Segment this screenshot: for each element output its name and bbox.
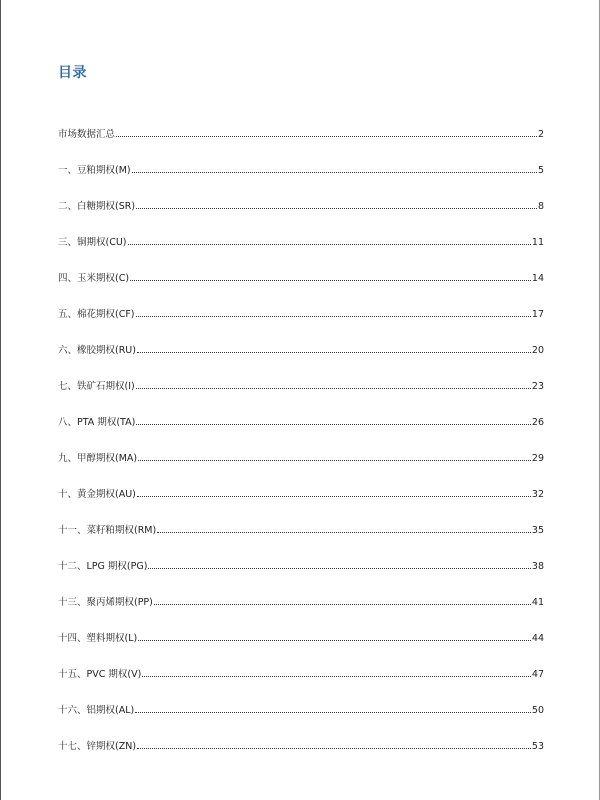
toc-entry[interactable]: [58, 536, 544, 572]
dot-leader: [130, 280, 531, 281]
toc-entry-label: 市场数据汇总: [58, 129, 116, 140]
toc-entry-page: 14: [531, 273, 544, 284]
toc-entry-label: 七、铁矿石期权(I): [58, 381, 135, 392]
toc-entry-page: 50: [531, 705, 544, 716]
toc-title: 目录: [58, 65, 87, 81]
dot-leader: [136, 316, 531, 317]
dot-leader: [137, 496, 531, 497]
dot-leader: [142, 676, 531, 677]
toc-entry-label: 九、甲醇期权(MA): [58, 453, 138, 464]
dot-leader: [136, 424, 531, 425]
dot-leader: [135, 712, 531, 713]
toc-entry[interactable]: [58, 248, 544, 284]
toc-entry-label: 一、豆粕期权(M): [58, 165, 131, 176]
toc-entry-label: 十六、铝期权(AL): [58, 705, 135, 716]
toc-entry-page: 29: [531, 453, 544, 464]
toc-entry[interactable]: [58, 356, 544, 392]
toc-entry-page: 47: [531, 669, 544, 680]
dot-leader: [136, 388, 531, 389]
toc-entry-label: 十、黄金期权(AU): [58, 489, 136, 500]
toc-entry-label: 十三、聚丙烯期权(PP): [58, 597, 153, 608]
toc-entry[interactable]: [58, 284, 544, 320]
toc-entry-page: 35: [531, 525, 544, 536]
page-left-edge: [0, 0, 1, 800]
toc-entry-label: 二、白糖期权(SR): [58, 201, 136, 212]
toc-entry[interactable]: [58, 644, 544, 680]
toc-entry-label: 三、铜期权(CU): [58, 237, 127, 248]
toc-entry-label: 五、棉花期权(CF): [58, 309, 135, 320]
toc-entry[interactable]: [58, 392, 544, 428]
toc-entry-label: 十五、PVC 期权(V): [58, 669, 142, 680]
toc-entry[interactable]: [58, 680, 544, 716]
toc-entry-page: 2: [537, 129, 544, 140]
dot-leader: [116, 136, 537, 137]
toc-entry-page: 20: [531, 345, 544, 356]
toc-entry-label: 六、橡胶期权(RU): [58, 345, 136, 356]
toc-entry-label: 八、PTA 期权(TA): [58, 417, 136, 428]
dot-leader: [138, 640, 531, 641]
toc-entry-page: 11: [531, 237, 544, 248]
toc-entry[interactable]: [58, 500, 544, 536]
toc-entry[interactable]: [58, 212, 544, 248]
toc-entry[interactable]: [58, 140, 544, 176]
dot-leader: [132, 172, 537, 173]
toc-entry-page: 38: [531, 561, 544, 572]
toc-entry-label: 十七、锌期权(ZN): [58, 741, 137, 752]
toc-entry[interactable]: [58, 716, 544, 752]
dot-leader: [137, 352, 531, 353]
toc-entry[interactable]: [58, 428, 544, 464]
toc-entry-label: 十四、塑料期权(L): [58, 633, 138, 644]
toc-entry-page: 5: [537, 165, 544, 176]
toc-entry[interactable]: [58, 608, 544, 644]
toc-entry[interactable]: [58, 104, 544, 140]
dot-leader: [154, 604, 531, 605]
toc-entry[interactable]: [58, 176, 544, 212]
dot-leader: [157, 532, 531, 533]
toc-entry-page: 17: [531, 309, 544, 320]
toc-entry[interactable]: [58, 572, 544, 608]
dot-leader: [136, 208, 537, 209]
toc-list: [58, 104, 544, 752]
toc-entry-page: 8: [537, 201, 544, 212]
dot-leader: [148, 568, 531, 569]
dot-leader: [137, 748, 531, 749]
toc-entry-page: 32: [531, 489, 544, 500]
toc-entry-label: 四、玉米期权(C): [58, 273, 130, 284]
dot-leader: [128, 244, 531, 245]
toc-entry-page: 23: [531, 381, 544, 392]
toc-entry-page: 53: [531, 741, 544, 752]
toc-entry-label: 十一、菜籽粕期权(RM): [58, 525, 157, 536]
toc-entry-page: 26: [531, 417, 544, 428]
toc-entry[interactable]: [58, 464, 544, 500]
dot-leader: [138, 460, 531, 461]
toc-entry-label: 十二、LPG 期权(PG): [58, 561, 148, 572]
toc-entry-page: 41: [531, 597, 544, 608]
toc-entry-page: 44: [531, 633, 544, 644]
toc-entry[interactable]: [58, 320, 544, 356]
